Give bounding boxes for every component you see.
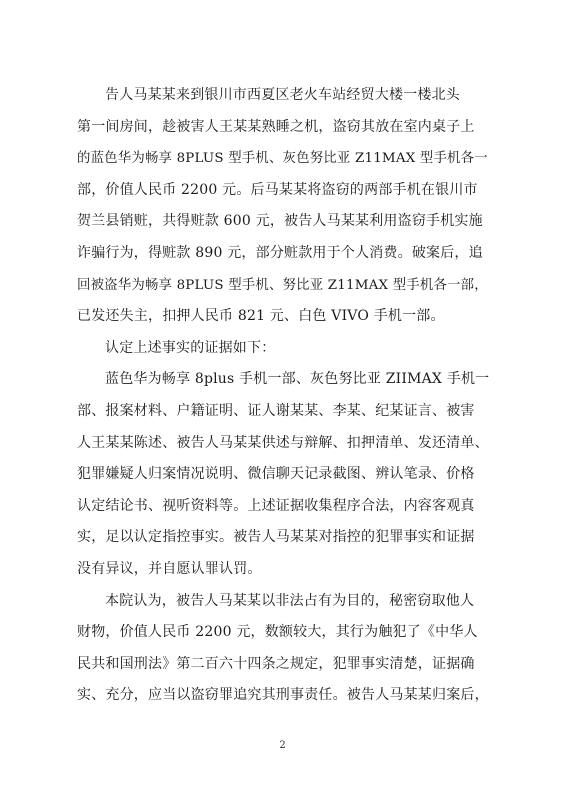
page-number: 2 xyxy=(279,740,286,751)
text-line: 认定上述事实的证据如下： xyxy=(105,339,276,356)
paragraph-court-opinion xyxy=(77,586,493,712)
text-line: 没有异议，并自愿认罪认罚。 xyxy=(77,560,262,577)
text-line: 的蓝色华为畅享 8PLUS 型手机、灰色努比亚 Z11MAX 型手机各一 xyxy=(77,151,488,167)
text-line: 蓝色华为畅享 8plus 手机一部、灰色努比亚 ZIIMAX 手机一 xyxy=(105,371,490,388)
text-line: 犯罪嫌疑人归案情况说明、微信聊天记录截图、辨认笔录、价格 xyxy=(77,466,475,483)
text-line: 本院认为，被告人马某某以非法占有为目的，秘密窃取他人 xyxy=(105,592,475,609)
text-line: 实、充分，应当以盗窃罪追究其刑事责任。被告人马某某归案后， xyxy=(77,687,489,704)
text-line: 已发还失主，扣押人民币 821 元、白色 VIVO 手机一部。 xyxy=(77,308,445,325)
document-body xyxy=(77,80,493,712)
text-line: 第一间房间，趁被害人王某某熟睡之机，盗窃其放在室内桌子上 xyxy=(77,118,475,135)
text-line: 民共和国刑法》第二百六十四条之规定，犯罪事实清楚，证据确 xyxy=(77,655,475,672)
text-line: 实，足以认定指控事实。被告人马某某对指控的犯罪事实和证据 xyxy=(77,529,475,546)
text-line: 贺兰县销赃，共得赃款 600 元，被告人马某某利用盗窃手机实施 xyxy=(77,213,483,230)
text-line: 人王某某陈述、被告人马某某供述与辩解、扣押清单、发还清单、 xyxy=(77,434,489,451)
paragraph-facts xyxy=(77,80,493,333)
text-line: 告人马某某来到银川市西夏区老火车站经贸大楼一楼北头 xyxy=(105,87,460,103)
paragraph-evidence-list xyxy=(77,364,493,585)
text-line: 认定结论书、视听资料等。上述证据收集程序合法，内容客观真 xyxy=(77,497,475,514)
text-line: 部、报案材料、户籍证明、证人谢某某、李某、纪某证言、被害 xyxy=(77,402,475,419)
text-line: 财物，价值人民币 2200 元，数额较大，其行为触犯了《中华人 xyxy=(77,624,478,641)
paragraph-evidence-intro xyxy=(77,333,493,365)
text-line: 部，价值人民币 2200 元。后马某某将盗窃的两部手机在银川市 xyxy=(77,181,478,198)
text-line: 回被盗华为畅享 8PLUS 型手机、努比亚 Z11MAX 型手机各一部， xyxy=(77,277,488,293)
text-line: 诈骗行为，得赃款 890 元，部分赃款用于个人消费。破案后，追 xyxy=(77,244,483,261)
